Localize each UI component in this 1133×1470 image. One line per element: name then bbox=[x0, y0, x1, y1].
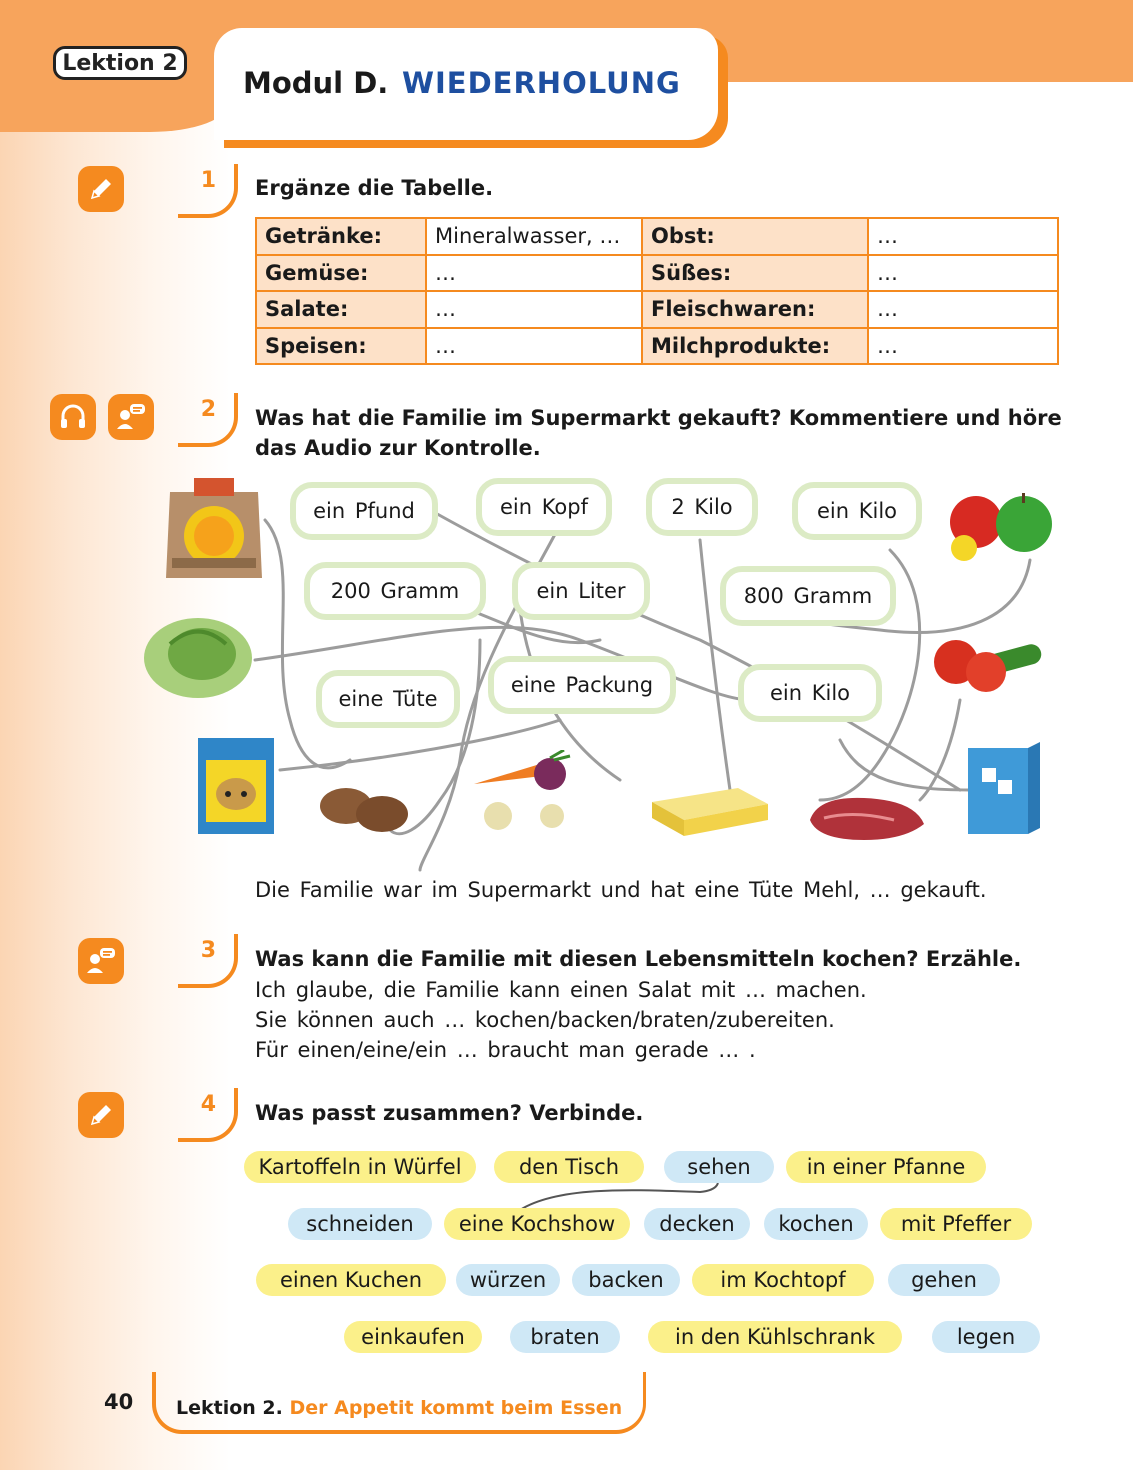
value-cell[interactable]: … bbox=[868, 255, 1058, 292]
value-cell[interactable]: … bbox=[868, 218, 1058, 255]
quantity-bubble[interactable]: ein Liter bbox=[512, 562, 650, 620]
word-chip[interactable]: den Tisch bbox=[494, 1151, 644, 1183]
category-cell: Fleischwaren: bbox=[642, 291, 868, 328]
quantity-bubble[interactable]: ein Kopf bbox=[476, 478, 612, 536]
text-line: Sie können auch … kochen/backen/braten/zubereiten. bbox=[255, 1008, 835, 1032]
word-chip[interactable]: sehen bbox=[664, 1151, 774, 1183]
tomatoes-cucumbers-image bbox=[930, 626, 1046, 698]
speech-icon bbox=[78, 938, 124, 984]
vegetables-image bbox=[470, 750, 586, 836]
text-line: Ich glaube, die Familie kann einen Salat mit … machen. bbox=[255, 978, 867, 1002]
task-number: 1 bbox=[178, 164, 238, 218]
category-cell: Milchprodukte: bbox=[642, 328, 868, 365]
word-chip[interactable]: legen bbox=[932, 1321, 1040, 1353]
value-cell[interactable]: Mineralwasser, … bbox=[426, 218, 642, 255]
word-chip[interactable]: einen Kuchen bbox=[256, 1264, 446, 1296]
quantity-bubble[interactable]: 2 Kilo bbox=[646, 478, 758, 536]
task-title-line1: Was hat die Familie im Supermarkt gekauft? Kommentiere und höre bbox=[255, 406, 1062, 430]
modul-label: Modul D. bbox=[243, 66, 389, 100]
quantity-bubble[interactable]: 200 Gramm bbox=[304, 562, 486, 620]
word-chip[interactable]: einkaufen bbox=[344, 1321, 482, 1353]
word-chip[interactable]: Kartoffeln in Würfel bbox=[244, 1151, 476, 1183]
sugar-box-image bbox=[962, 738, 1044, 838]
task-number: 3 bbox=[178, 934, 238, 988]
page-title: WIEDERHOLUNG bbox=[402, 66, 681, 100]
task-title: Ergänze die Tabelle. bbox=[255, 176, 494, 200]
word-chip[interactable]: eine Kochshow bbox=[444, 1208, 630, 1240]
value-cell[interactable]: … bbox=[426, 255, 642, 292]
pencil-icon bbox=[78, 1092, 124, 1138]
example-sentence: Die Familie war im Supermarkt und hat eine Tüte Mehl, … gekauft. bbox=[255, 878, 987, 902]
quantity-bubble[interactable]: ein Kilo bbox=[792, 482, 922, 540]
milk-carton-image bbox=[186, 730, 282, 838]
text-line: Für einen/eine/ein … braucht man gerade … . bbox=[255, 1038, 756, 1062]
butter-package-image bbox=[648, 784, 772, 840]
value-cell[interactable]: … bbox=[868, 328, 1058, 365]
word-chip[interactable]: in den Kühlschrank bbox=[648, 1321, 902, 1353]
quantity-bubble[interactable]: eine Tüte bbox=[316, 670, 460, 728]
quantity-bubble[interactable]: 800 Gramm bbox=[720, 566, 896, 626]
footer-lesson: Lektion 2. bbox=[176, 1397, 283, 1419]
footer-lesson-title: Der Appetit kommt beim Essen bbox=[289, 1397, 623, 1419]
task-title-line2: das Audio zur Kontrolle. bbox=[255, 436, 541, 460]
word-chip[interactable]: in einer Pfanne bbox=[786, 1151, 986, 1183]
category-cell: Getränke: bbox=[256, 218, 426, 255]
cabbage-image bbox=[140, 614, 256, 700]
flour-bag-image bbox=[162, 474, 266, 584]
word-chip[interactable]: würzen bbox=[456, 1264, 560, 1296]
value-cell[interactable]: … bbox=[426, 328, 642, 365]
task-title: Was kann die Familie mit diesen Lebensmitteln kochen? Erzähle. bbox=[255, 947, 1022, 971]
word-chip[interactable]: braten bbox=[510, 1321, 620, 1353]
word-chip[interactable]: kochen bbox=[764, 1208, 868, 1240]
value-cell[interactable]: … bbox=[868, 291, 1058, 328]
category-cell: Salate: bbox=[256, 291, 426, 328]
category-cell: Speisen: bbox=[256, 328, 426, 365]
task-number: 4 bbox=[178, 1088, 238, 1142]
page-number: 40 bbox=[104, 1390, 134, 1414]
word-chip[interactable]: gehen bbox=[888, 1264, 1000, 1296]
quantity-bubble[interactable]: ein Pfund bbox=[290, 482, 438, 540]
category-cell: Süßes: bbox=[642, 255, 868, 292]
lesson-badge: Lektion 2 bbox=[53, 46, 187, 80]
value-cell[interactable]: … bbox=[426, 291, 642, 328]
category-cell: Gemüse: bbox=[256, 255, 426, 292]
category-cell: Obst: bbox=[642, 218, 868, 255]
word-chip[interactable]: im Kochtopf bbox=[692, 1264, 874, 1296]
word-chip[interactable]: decken bbox=[644, 1208, 750, 1240]
apples-image bbox=[944, 490, 1056, 564]
quantity-bubble[interactable]: eine Packung bbox=[488, 656, 676, 714]
footer-title bbox=[176, 1397, 622, 1419]
task-title: Was passt zusammen? Verbinde. bbox=[255, 1101, 644, 1125]
meat-image bbox=[804, 790, 928, 846]
potatoes-image bbox=[316, 776, 412, 836]
word-chip[interactable]: backen bbox=[572, 1264, 680, 1296]
word-chip[interactable]: schneiden bbox=[288, 1208, 432, 1240]
task-number: 2 bbox=[178, 393, 238, 447]
quantity-bubble[interactable]: ein Kilo bbox=[738, 664, 882, 722]
word-chip[interactable]: mit Pfeffer bbox=[880, 1208, 1032, 1240]
